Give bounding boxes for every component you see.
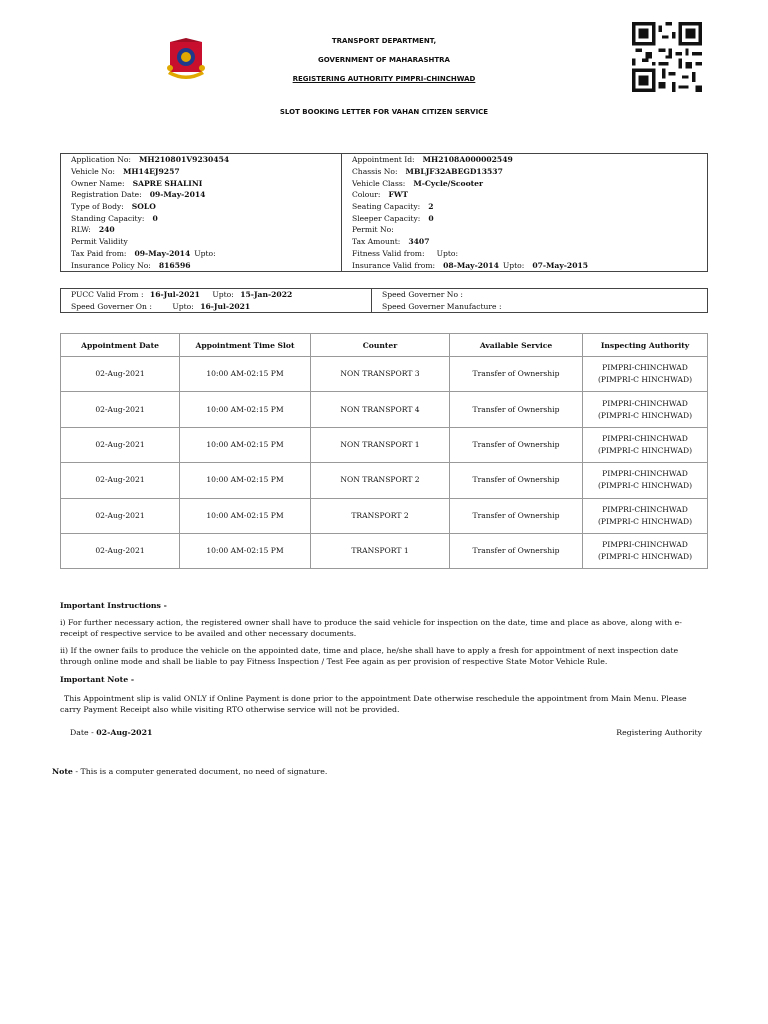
info-label: Seating Capacity: xyxy=(352,202,421,212)
time-slot-cell: 10:00 AM-02:15 PM xyxy=(180,533,311,568)
footer-date-value: 02-Aug-2021 xyxy=(96,728,153,737)
table-row xyxy=(61,533,708,568)
inspecting-authority-cell: PIMPRI-CHINCHWAD (PIMPRI-C HINCHWAD) xyxy=(583,357,708,392)
table-row xyxy=(61,463,708,498)
inspecting-authority-cell: PIMPRI-CHINCHWAD (PIMPRI-C HINCHWAD) xyxy=(583,498,708,533)
info-label: Permit Validity xyxy=(71,237,128,247)
info-value: 240 xyxy=(98,225,115,235)
info-value: MH210801V9230454 xyxy=(138,155,230,165)
info-label: Insurance Valid from: xyxy=(352,260,436,270)
info-suffix-label: Upto: xyxy=(502,260,525,270)
available-service-cell: Transfer of Ownership xyxy=(450,498,583,533)
info-label: Sleeper Capacity: xyxy=(352,213,421,223)
info-suffix-value: 07-May-2015 xyxy=(532,260,589,270)
info-value: SOLO xyxy=(131,202,156,212)
footer-note xyxy=(52,766,700,777)
important-instructions-heading: Important Instructions - xyxy=(60,601,167,610)
important-note-text: This Appointment slip is valid ONLY if Online Payment is done prior to the appointment Date otherwise reschedule the appointment from Main Menu. Please carry Payment Receipt also while visiting RTO otherwise service will not be provided. xyxy=(60,694,687,714)
info-row xyxy=(61,177,708,189)
info-label: Standing Capacity: xyxy=(71,213,145,223)
time-slot-cell: 10:00 AM-02:15 PM xyxy=(180,357,311,392)
info-value: SAPRE SHALINI xyxy=(132,178,203,188)
footer-date xyxy=(70,727,370,738)
info-label: Application No: xyxy=(71,155,131,165)
info-row xyxy=(61,201,708,213)
info-suffix-label: Upto: xyxy=(436,248,459,258)
info-label: Colour: xyxy=(352,190,381,200)
info-label: Vehicle Class: xyxy=(352,178,406,188)
pucc-upto-label: Upto: xyxy=(212,290,234,300)
info-value: M-Cycle/Scooter xyxy=(413,178,484,188)
inspecting-authority-cell: PIMPRI-CHINCHWAD (PIMPRI-C HINCHWAD) xyxy=(583,533,708,568)
available-service-cell: Transfer of Ownership xyxy=(450,357,583,392)
pucc-valid-from-value: 16-Jul-2021 xyxy=(149,290,200,300)
available-service-cell: Transfer of Ownership xyxy=(450,463,583,498)
info-suffix-label: Upto: xyxy=(194,248,216,258)
inspecting-authority-cell: PIMPRI-CHINCHWAD (PIMPRI-C HINCHWAD) xyxy=(583,463,708,498)
appointment-date-cell: 02-Aug-2021 xyxy=(61,533,180,568)
info-label: RLW: xyxy=(71,225,91,235)
appointment-date-cell: 02-Aug-2021 xyxy=(61,427,180,462)
info-row xyxy=(61,154,708,166)
footer-registering-authority: Registering Authority xyxy=(616,728,702,737)
header-government: GOVERNMENT OF MAHARASHTRA xyxy=(318,56,450,64)
inspecting-authority-cell: PIMPRI-CHINCHWAD (PIMPRI-C HINCHWAD) xyxy=(583,427,708,462)
available-service-cell: Transfer of Ownership xyxy=(450,533,583,568)
info-row xyxy=(61,166,708,178)
info-value: FWT xyxy=(388,190,409,200)
instruction-item-2: ii) If the owner fails to produce the vehicle on the appointed date, time and place, he/she shall have to apply a fresh for appointment of next inspection date through online mode and shall be liable to pay Fitness Inspection / Test Fee again as per provision of respective State Motor Vehicle Rule. xyxy=(60,646,679,666)
table-row xyxy=(61,427,708,462)
table-row xyxy=(61,392,708,427)
info-label: Type of Body: xyxy=(71,202,124,212)
column-header-inspecting-authority: Inspecting Authority xyxy=(583,334,708,357)
counter-cell: TRANSPORT 2 xyxy=(311,498,450,533)
column-header-counter: Counter xyxy=(311,334,450,357)
table-row xyxy=(61,498,708,533)
speed-governor-on-label: Speed Governer On : xyxy=(71,301,152,311)
maharashtra-transport-emblem-icon xyxy=(162,38,210,86)
pucc-valid-from-label: PUCC Valid From : xyxy=(71,290,144,300)
info-value: 08-May-2014 xyxy=(443,260,499,270)
info-value: 816596 xyxy=(158,260,191,270)
info-value: 09-May-2014 xyxy=(134,248,191,258)
column-header-time-slot: Appointment Time Slot xyxy=(180,334,311,357)
counter-cell: NON TRANSPORT 4 xyxy=(311,392,450,427)
pucc-table xyxy=(60,288,708,313)
info-label: Chassis No: xyxy=(352,167,398,177)
info-row xyxy=(61,259,708,271)
counter-cell: NON TRANSPORT 1 xyxy=(311,427,450,462)
footer-note-text: - This is a computer generated document, no need of signature. xyxy=(75,767,328,776)
speed-governor-no-label: Speed Governer No : xyxy=(382,290,463,300)
info-row xyxy=(61,189,708,201)
inspecting-authority-cell: PIMPRI-CHINCHWAD (PIMPRI-C HINCHWAD) xyxy=(583,392,708,427)
important-note-heading: Important Note - xyxy=(60,675,135,684)
counter-cell: TRANSPORT 1 xyxy=(311,533,450,568)
info-value: 0 xyxy=(152,213,158,223)
info-value: 09-May-2014 xyxy=(149,190,206,200)
footer-note-label: Note xyxy=(52,767,73,776)
instruction-item-1: i) For further necessary action, the registered owner shall have to produce the said vehicle for inspection on the date, time and place as above, along with e-receipt of respective service to be availed and other necessary documents. xyxy=(60,618,682,638)
appointment-date-cell: 02-Aug-2021 xyxy=(61,463,180,498)
time-slot-cell: 10:00 AM-02:15 PM xyxy=(180,427,311,462)
column-header-appointment-date: Appointment Date xyxy=(61,334,180,357)
speed-governor-upto-label: Upto: xyxy=(172,301,194,311)
table-row xyxy=(61,357,708,392)
info-value: MBLJF32ABEGD13537 xyxy=(405,167,503,177)
info-label: Registration Date: xyxy=(71,190,142,200)
info-value: MH2108A000002549 xyxy=(422,155,513,165)
info-value: 2 xyxy=(428,202,434,212)
appointment-slot-table xyxy=(60,333,708,569)
info-label: Vehicle No: xyxy=(71,167,115,177)
info-row xyxy=(61,212,708,224)
counter-cell: NON TRANSPORT 3 xyxy=(311,357,450,392)
speed-governor-upto-value: 16-Jul-2021 xyxy=(200,301,251,311)
footer-date-label: Date - xyxy=(70,728,94,737)
column-header-available-service: Available Service xyxy=(450,334,583,357)
header-registering-authority: REGISTERING AUTHORITY PIMPRI-CHINCHWAD xyxy=(292,75,476,83)
pucc-upto-value: 15-Jan-2022 xyxy=(240,290,293,300)
appointment-date-cell: 02-Aug-2021 xyxy=(61,392,180,427)
info-label: Appointment Id: xyxy=(352,155,415,165)
time-slot-cell: 10:00 AM-02:15 PM xyxy=(180,498,311,533)
letter-title: SLOT BOOKING LETTER FOR VAHAN CITIZEN SERVICE xyxy=(279,108,489,116)
info-value: MH14EJ9257 xyxy=(122,167,180,177)
info-label: Tax Paid from: xyxy=(71,248,127,258)
info-row xyxy=(61,236,708,248)
qr-code-icon xyxy=(632,20,702,94)
available-service-cell: Transfer of Ownership xyxy=(450,392,583,427)
time-slot-cell: 10:00 AM-02:15 PM xyxy=(180,463,311,498)
speed-governor-manufacture-label: Speed Governer Manufacture : xyxy=(382,301,502,311)
available-service-cell: Transfer of Ownership xyxy=(450,427,583,462)
appointment-date-cell: 02-Aug-2021 xyxy=(61,498,180,533)
info-label: Fitness Valid from: xyxy=(352,248,425,258)
info-row xyxy=(61,224,708,236)
info-value: 3407 xyxy=(408,237,430,247)
time-slot-cell: 10:00 AM-02:15 PM xyxy=(180,392,311,427)
header-department: TRANSPORT DEPARTMENT, xyxy=(331,37,437,45)
info-label: Insurance Policy No: xyxy=(71,260,151,270)
info-label: Tax Amount: xyxy=(352,237,401,247)
counter-cell: NON TRANSPORT 2 xyxy=(311,463,450,498)
appointment-date-cell: 02-Aug-2021 xyxy=(61,357,180,392)
info-row xyxy=(61,248,708,260)
info-label: Permit No: xyxy=(352,225,394,235)
vehicle-info-table xyxy=(60,153,708,272)
info-value: 0 xyxy=(428,213,434,223)
info-label: Owner Name: xyxy=(71,178,125,188)
